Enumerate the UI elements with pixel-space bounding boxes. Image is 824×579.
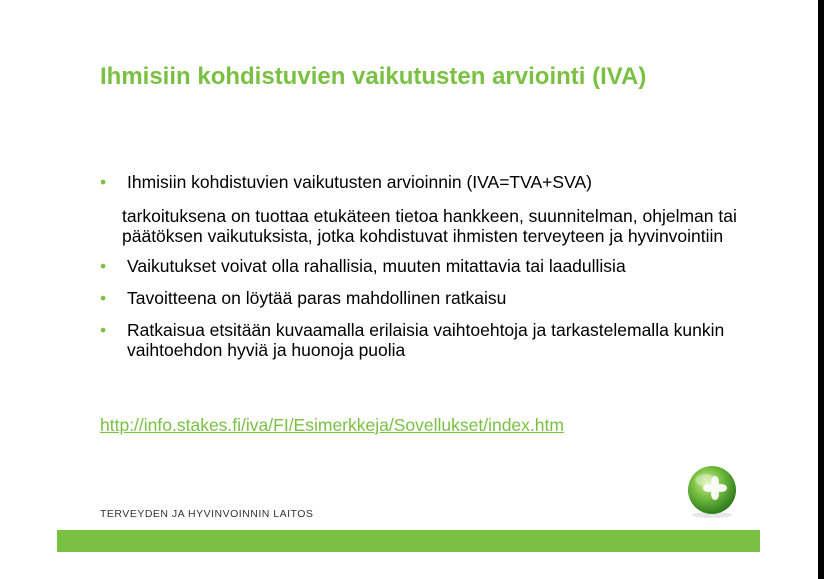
bullet-continuation: tarkoituksena on tuottaa etukäteen tietoa hankkeen, suunnitelman, ohjelman tai päätöksen vaikutuksista, jotka kohdistuvat ihmisten terveyteen ja hyvinvointiin xyxy=(122,206,737,246)
bullet-item-4 xyxy=(100,320,740,360)
bullet-item-3 xyxy=(100,288,740,308)
bullet-item-1 xyxy=(100,172,740,192)
bullet-list xyxy=(100,172,740,360)
bullet-text: Ihmisiin kohdistuvien vaikutusten arvioinnin (IVA=TVA+SVA) xyxy=(127,172,592,192)
bullet-text: Tavoitteena on löytää paras mahdollinen ratkaisu xyxy=(127,288,507,308)
leaf-globe-logo-icon xyxy=(683,462,741,520)
bullet-text: Ratkaisua etsitään kuvaamalla erilaisia vaihtoehtoja ja tarkastelemalla kunkin vaihtoehdon hyviä ja huonoja puolia xyxy=(127,320,725,360)
bullet-dot: • xyxy=(100,320,107,340)
bullet-dot: • xyxy=(100,256,107,276)
footer-bar xyxy=(57,530,760,552)
bullet-dot: • xyxy=(100,172,107,192)
footer-organization: TERVEYDEN JA HYVINVOINNIN LAITOS xyxy=(100,508,314,520)
bullet-text: Vaikutukset voivat olla rahallisia, muuten mitattavia tai laadullisia xyxy=(127,256,626,276)
bullet-dot: • xyxy=(100,288,107,308)
window-edge xyxy=(818,0,824,579)
bullet-item-2 xyxy=(100,256,740,276)
reference-link[interactable]: http://info.stakes.fi/iva/FI/Esimerkkeja/Sovellukset/index.htm xyxy=(100,415,564,435)
slide-title: Ihmisiin kohdistuvien vaikutusten arviointi (IVA) xyxy=(100,63,647,90)
